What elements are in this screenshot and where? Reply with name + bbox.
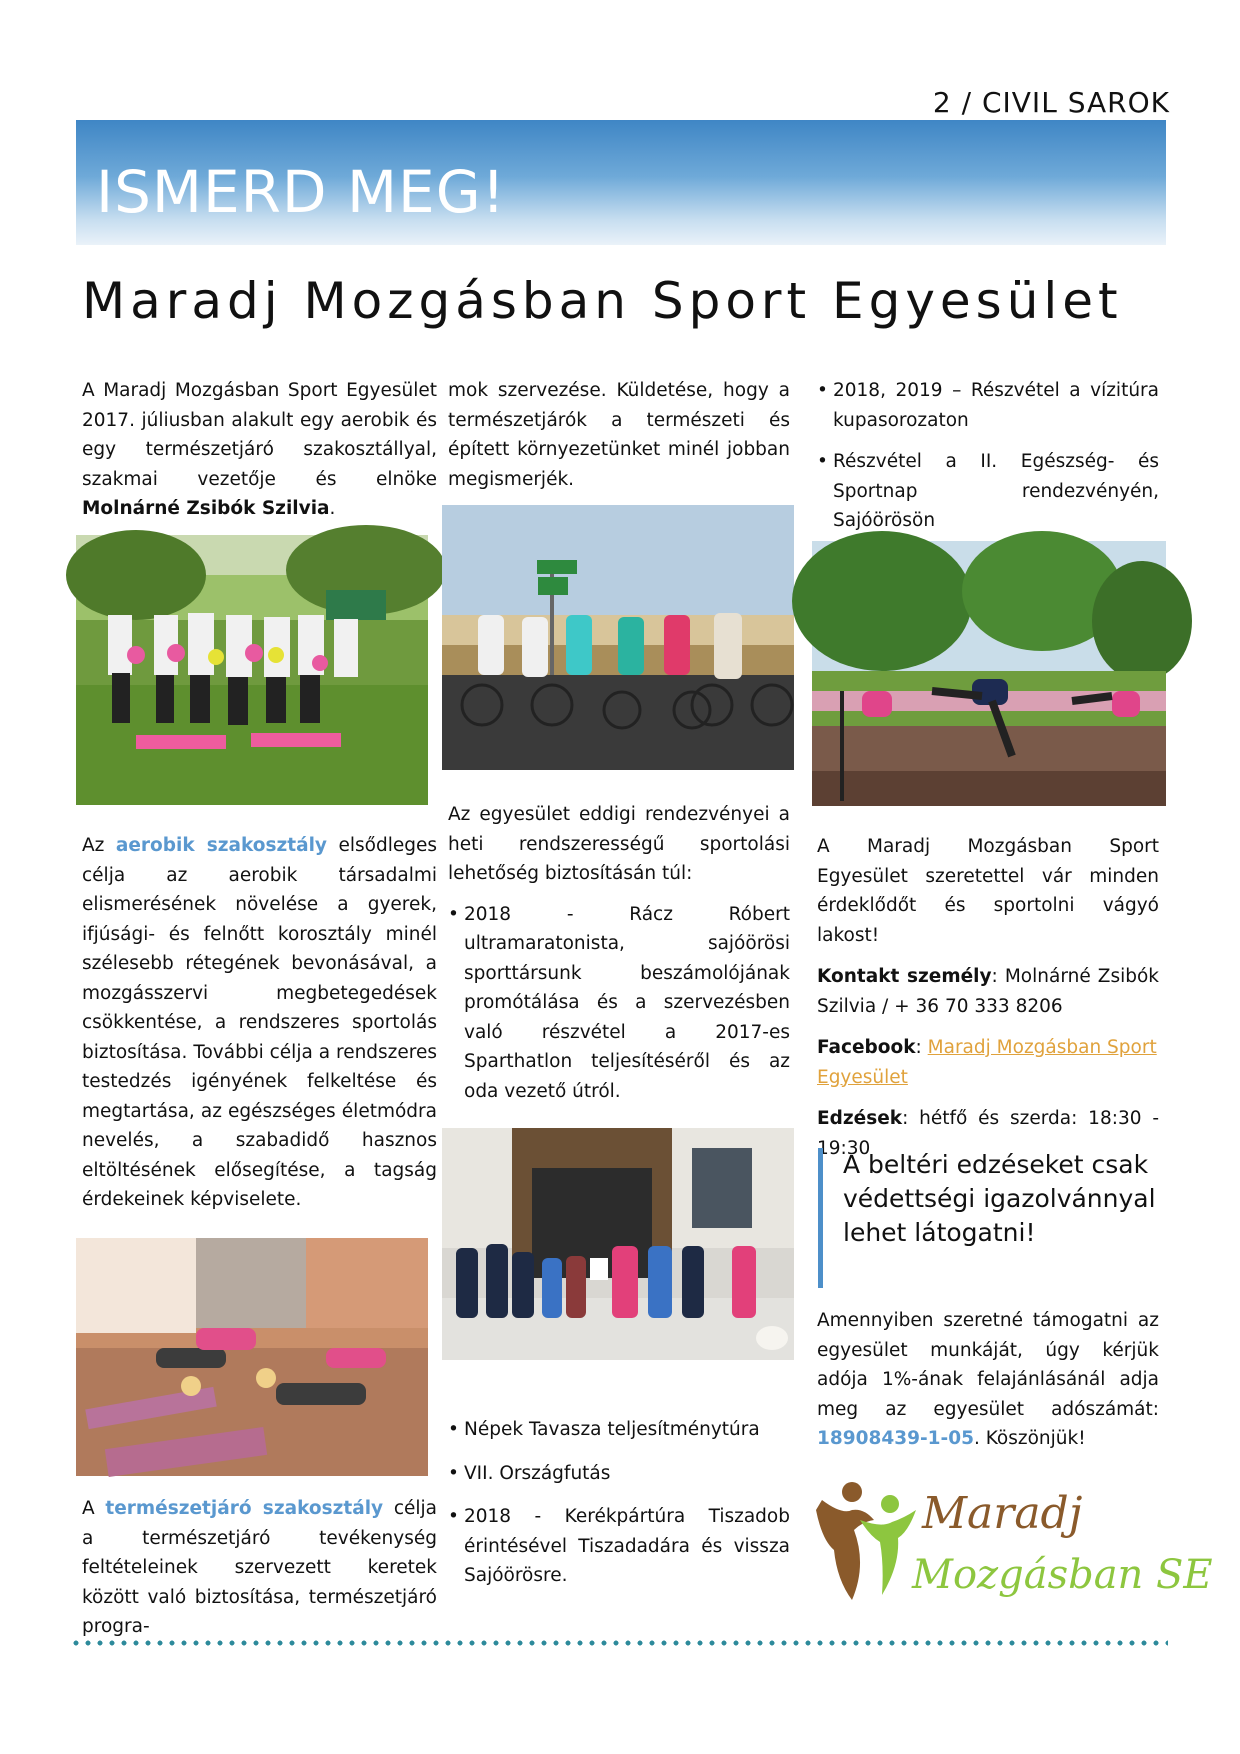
event-item: • Népek Tavasza teljesítménytúra — [448, 1415, 790, 1445]
facebook-link[interactable]: Maradj Mozgásban Sport Egyesület — [817, 1037, 1157, 1088]
events-section — [448, 800, 790, 1106]
support-paragraph: Amennyiben szeretné támogatni az egyesület munkáját, úgy kérjük adója 1%-ának felajánlásánál adja meg az egyesület adószámát: 18908439-1-05. Köszönjük! — [817, 1310, 1159, 1449]
column-2-continuation — [448, 376, 790, 494]
photo-cycling-group — [442, 505, 794, 770]
welcome-text: A Maradj Mozgásban Sport Egyesület szeretettel vár minden érdeklődőt és sportolni vágyó lakost! — [817, 836, 1159, 946]
event-item: • Részvétel a II. Egészség- és Sportnap rendezvényén, Sajóörösön — [817, 447, 1159, 536]
contact-person: Kontakt személy: Molnárné Zsibók Szilvia / + 36 70 333 8206 — [817, 966, 1160, 1017]
hiking-section — [82, 1494, 437, 1642]
photo-indoor-workout — [76, 1238, 428, 1476]
photo-aerobic-group — [76, 535, 428, 805]
banner-title: ISMERD MEG! — [96, 158, 506, 226]
photo-group-outside-building — [442, 1128, 794, 1360]
logo-figure-brown-icon — [816, 1482, 874, 1600]
training-times: Edzések: hétfő és szerda: 18:30 - 19:30 — [817, 1108, 1159, 1159]
logo-text-line2: Mozgásban SE — [912, 1552, 1213, 1598]
event-item: • 2018 - Kerékpártúra Tiszadob érintésével Tiszadadára és vissza Sajóörösre. — [448, 1502, 790, 1591]
section-banner — [76, 120, 1166, 245]
club-logo — [812, 1470, 1213, 1620]
event-item: • 2018, 2019 – Részvétel a vízitúra kupasorozaton — [817, 376, 1159, 435]
contact-section — [817, 832, 1159, 1163]
pull-quote: A beltéri edzéseket csak védettségi igazolvánnyal lehet látogatni! — [818, 1148, 1158, 1288]
hiking-section-link[interactable]: természetjáró szakosztály — [105, 1498, 384, 1519]
events-intro: Az egyesület eddigi rendezvényei a heti rendszerességű sportolási lehetőség biztosításán túl: — [448, 804, 790, 884]
events-list-bottom — [448, 1415, 790, 1591]
aerobic-paragraph: Az aerobik szakosztály elsődleges célja az aerobik társadalmi elismerésének növelése a gyerek, ifjúsági- és felnőtt korosztály minél szélesebb rétegének bevonásával, a mozgásszervi megbetegedések csökkentése, a rendszeres sportolás biztosítása. További célja a rendszeres testedzés igényének felkeltése és megtartása, az egészséges életmódra nevelés, a szabadidő hasznos eltöltésének elősegítése, a tagság érdekeinek képviselete. — [82, 835, 437, 1210]
footer-dotted-divider — [70, 1640, 1168, 1646]
aerobic-section-link[interactable]: aerobik szakosztály — [115, 835, 327, 856]
column-3-events — [817, 376, 1159, 536]
event-item: • VII. Országfutás — [448, 1459, 790, 1489]
hiking-paragraph: A természetjáró szakosztály célja a természetjáró tevékenység feltételeinek szervezett keretek között való biztosítása, természetjáró progra- — [82, 1498, 437, 1637]
support-section — [817, 1306, 1159, 1454]
intro-paragraph: A Maradj Mozgásban Sport Egyesület 2017. júliusban alakult egy aerobik és egy természetjáró szakosztállyal, szakmai vezetője és elnöke Molnárné Zsibók Szilvia. — [82, 380, 437, 519]
column-1-intro — [82, 376, 437, 524]
tax-number: 18908439-1-05 — [817, 1428, 974, 1449]
logo-text-line1: Maradj — [922, 1488, 1083, 1539]
article-title: Maradj Mozgásban Sport Egyesület — [82, 272, 1123, 330]
leader-name: Molnárné Zsibók Szilvia — [82, 498, 330, 519]
aerobic-section — [82, 831, 437, 1215]
logo-figure-green-icon — [860, 1495, 916, 1595]
page-header-label: 2 / CIVIL SAROK — [932, 86, 1170, 119]
photo-outdoor-aerobic-performance — [812, 541, 1166, 806]
facebook-line: Facebook: Maradj Mozgásban Sport Egyesület — [817, 1037, 1157, 1088]
mission-paragraph: mok szervezése. Küldetése, hogy a természetjárók a természeti és épített környezetünket minél jobban megismerjék. — [448, 380, 790, 490]
event-item: • 2018 - Rácz Róbert ultramaratonista, sajóörösi sporttársunk beszámolójának promótálása és a szervezésben való részvétel a 2017-es Sparthatlon teljesítéséről és az oda vezető útról. — [448, 900, 790, 1107]
